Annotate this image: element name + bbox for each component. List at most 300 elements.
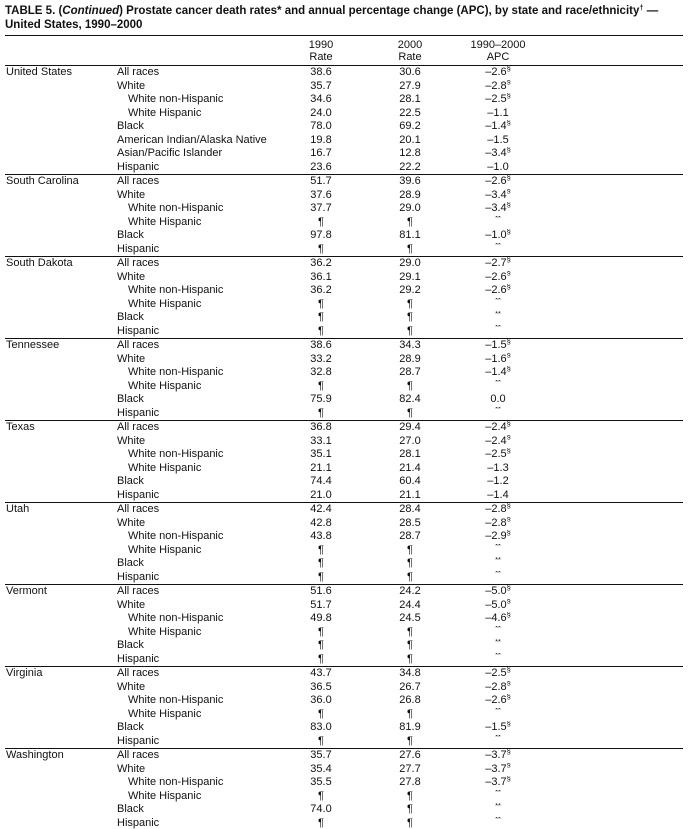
- table-header: [5, 36, 683, 66]
- header-rate-2000-label: Rate: [398, 51, 422, 63]
- race-cell: White Hispanic: [128, 789, 202, 802]
- table-row: [5, 517, 683, 531]
- table-row: [5, 93, 683, 107]
- apc-cell: [455, 475, 541, 489]
- header-rate-1990: [277, 36, 365, 66]
- header-rate-2000-year: 2000: [397, 39, 423, 51]
- filler-cell: [541, 147, 683, 161]
- filler-cell: [541, 134, 683, 148]
- apc-cell: [455, 803, 541, 817]
- state-cell: [5, 803, 115, 817]
- filler-cell: [541, 790, 683, 804]
- apc-cell: [455, 694, 541, 708]
- filler-cell: [541, 489, 683, 503]
- apc-footnote-mark: §: [506, 530, 511, 537]
- filler-cell: [541, 393, 683, 407]
- rate-2000-cell: 24.2: [399, 585, 421, 597]
- table-row: [5, 325, 683, 339]
- table-row: [5, 557, 683, 571]
- filler-cell: [541, 612, 683, 626]
- apc-footnote-mark: §: [506, 434, 511, 442]
- apc-value: –1.6: [485, 352, 507, 365]
- filler-cell: [541, 175, 683, 189]
- rate-1990-cell: ¶: [318, 816, 324, 829]
- apc-value: –3.7: [485, 749, 507, 761]
- filler-cell: [541, 353, 683, 367]
- filler-cell: [541, 503, 683, 517]
- rate-1990-cell: 36.0: [310, 694, 332, 706]
- state-cell: [5, 694, 115, 708]
- title-text-1: TABLE 5. (: [5, 5, 63, 17]
- rate-2000-cell: 39.6: [399, 175, 421, 187]
- race-cell: White: [117, 352, 146, 365]
- race-cell: Hispanic: [117, 324, 160, 337]
- filler-cell: [541, 776, 683, 790]
- state-cell: [5, 107, 115, 121]
- filler-cell: [541, 448, 683, 462]
- rate-1990-cell: ¶: [318, 379, 324, 392]
- table-row: [5, 489, 683, 503]
- apc-value: –1.1: [487, 106, 509, 119]
- rate-1990-cell: ¶: [318, 543, 324, 556]
- state-cell: [5, 284, 115, 298]
- state-cell: [5, 80, 115, 94]
- apc-cell: [455, 489, 541, 503]
- apc-cell: [455, 107, 541, 121]
- apc-footnote-mark: **: [495, 311, 501, 318]
- table-row: [5, 366, 683, 380]
- rate-1990-cell: ¶: [318, 215, 324, 228]
- apc-value: –2.8: [485, 503, 507, 515]
- apc-footnote-mark: §: [506, 65, 511, 73]
- state-cell: [5, 721, 115, 735]
- rate-2000-cell: 29.2: [399, 284, 421, 296]
- race-cell: All races: [117, 667, 160, 679]
- apc-cell: [455, 229, 541, 243]
- race-cell: White: [117, 188, 146, 201]
- filler-cell: [541, 735, 683, 749]
- rate-2000-cell: ¶: [407, 379, 413, 392]
- state-cell: [5, 120, 115, 134]
- race-cell: All races: [117, 749, 160, 761]
- apc-footnote-mark: §: [506, 120, 511, 127]
- apc-footnote-mark: **: [495, 297, 501, 305]
- rate-2000-cell: 21.1: [399, 488, 421, 501]
- apc-footnote-mark: §: [506, 202, 511, 209]
- rate-1990-cell: 38.6: [310, 66, 332, 78]
- apc-value: –2.9: [485, 530, 507, 542]
- rate-2000-cell: 27.0: [399, 434, 421, 447]
- race-cell: White: [117, 516, 146, 529]
- table-row: [5, 161, 683, 175]
- table-row: [5, 475, 683, 489]
- race-cell: White Hispanic: [128, 625, 202, 638]
- apc-cell: [455, 353, 541, 367]
- rate-2000-cell: ¶: [407, 406, 413, 419]
- table-row: [5, 147, 683, 161]
- rate-1990-cell: 35.1: [310, 448, 332, 460]
- rate-2000-cell: 28.7: [399, 530, 421, 542]
- state-cell: [5, 790, 115, 804]
- apc-footnote-mark: §: [506, 188, 511, 196]
- table-title: [5, 4, 683, 32]
- apc-value: –2.5: [485, 93, 507, 105]
- filler-cell: [541, 803, 683, 817]
- rate-1990-cell: 37.7: [310, 202, 332, 214]
- apc-footnote-mark: **: [495, 215, 501, 223]
- race-cell: Black: [117, 120, 144, 132]
- rate-2000-cell: 28.4: [399, 503, 421, 515]
- apc-value: –2.8: [485, 516, 507, 529]
- state-cell: [5, 639, 115, 653]
- state-cell: [5, 229, 115, 243]
- rate-1990-cell: 34.6: [310, 93, 332, 105]
- race-cell: All races: [117, 503, 160, 515]
- filler-cell: [541, 202, 683, 216]
- rate-1990-cell: 21.0: [310, 488, 332, 501]
- rate-2000-cell: 26.8: [399, 694, 421, 706]
- rate-1990-cell: ¶: [318, 242, 324, 255]
- apc-footnote-mark: §: [506, 762, 511, 770]
- apc-footnote-mark: §: [506, 584, 511, 592]
- apc-cell: [455, 721, 541, 735]
- filler-cell: [541, 694, 683, 708]
- filler-cell: [541, 339, 683, 353]
- apc-footnote-mark: **: [495, 803, 501, 810]
- state-cell: [5, 612, 115, 626]
- table-row: [5, 202, 683, 216]
- apc-value: –1.5: [485, 721, 507, 733]
- state-group-vermont: [5, 585, 683, 667]
- filler-cell: [541, 257, 683, 271]
- rate-1990-cell: 42.8: [310, 516, 332, 529]
- rate-1990-cell: 83.0: [310, 721, 332, 733]
- filler-cell: [541, 749, 683, 763]
- rate-1990-cell: 32.8: [310, 366, 332, 378]
- state-cell: [5, 202, 115, 216]
- table-row: [5, 298, 683, 312]
- apc-cell: [455, 557, 541, 571]
- filler-cell: [541, 599, 683, 613]
- table-row: [5, 708, 683, 722]
- table-row: [5, 462, 683, 476]
- rates-table: [5, 35, 683, 829]
- rate-2000-cell: 27.9: [399, 79, 421, 92]
- rate-2000-cell: 28.1: [399, 93, 421, 105]
- race-cell: White: [117, 79, 146, 92]
- rate-2000-cell: 34.8: [399, 667, 421, 679]
- apc-value: –2.8: [485, 79, 507, 92]
- filler-cell: [541, 557, 683, 571]
- title-continued-label: Continued: [62, 5, 120, 17]
- header-race-col: [115, 36, 277, 66]
- apc-footnote-mark: **: [495, 789, 501, 797]
- table-row: [5, 571, 683, 585]
- rate-1990-cell: ¶: [318, 570, 324, 583]
- apc-value: –1.5: [487, 133, 509, 146]
- rate-1990-cell: ¶: [318, 734, 324, 747]
- race-cell: All races: [117, 257, 160, 269]
- rate-1990-cell: 35.7: [310, 79, 332, 92]
- race-cell: White: [117, 434, 146, 447]
- apc-value: –2.6: [485, 270, 507, 283]
- race-cell: White Hispanic: [128, 461, 202, 474]
- rate-2000-cell: 22.5: [399, 106, 421, 119]
- filler-cell: [541, 271, 683, 285]
- rate-2000-cell: 29.4: [399, 421, 421, 433]
- rate-2000-cell: 27.6: [399, 749, 421, 761]
- filler-cell: [541, 298, 683, 312]
- rate-2000-cell: 24.4: [399, 598, 421, 611]
- apc-cell: [455, 790, 541, 804]
- race-cell: White non-Hispanic: [128, 776, 224, 788]
- state-cell: Washington: [6, 749, 64, 761]
- apc-cell: [455, 626, 541, 640]
- rate-1990-cell: ¶: [318, 311, 324, 323]
- rate-2000-cell: ¶: [407, 557, 413, 569]
- rate-2000-cell: ¶: [407, 311, 413, 323]
- rate-1990-cell: ¶: [318, 406, 324, 419]
- filler-cell: [541, 311, 683, 325]
- apc-cell: [455, 448, 541, 462]
- header-row: [5, 36, 683, 66]
- table-row: [5, 803, 683, 817]
- apc-cell: [455, 80, 541, 94]
- apc-footnote-mark: **: [495, 639, 501, 646]
- filler-cell: [541, 721, 683, 735]
- rate-1990-cell: ¶: [318, 652, 324, 665]
- apc-cell: [455, 571, 541, 585]
- state-cell: Vermont: [6, 585, 47, 597]
- apc-cell: [455, 93, 541, 107]
- apc-cell: [455, 271, 541, 285]
- table-row: [5, 66, 683, 80]
- table-row: [5, 107, 683, 121]
- race-cell: Hispanic: [117, 570, 160, 583]
- table-row: [5, 612, 683, 626]
- rate-1990-cell: ¶: [318, 707, 324, 720]
- apc-value: –3.4: [485, 202, 507, 214]
- apc-cell: [455, 284, 541, 298]
- apc-value: –2.8: [485, 680, 507, 693]
- apc-cell: [455, 298, 541, 312]
- rate-1990-cell: 16.7: [310, 147, 332, 159]
- rate-2000-cell: 21.4: [399, 461, 421, 474]
- apc-value: –3.7: [485, 776, 507, 788]
- apc-cell: [455, 339, 541, 353]
- race-cell: Hispanic: [117, 816, 160, 829]
- apc-footnote-mark: §: [506, 79, 511, 87]
- state-cell: [5, 557, 115, 571]
- apc-cell: [455, 66, 541, 80]
- table-row: [5, 407, 683, 421]
- race-cell: American Indian/Alaska Native: [117, 133, 267, 146]
- state-cell: Utah: [6, 503, 30, 515]
- filler-cell: [541, 585, 683, 599]
- apc-cell: [455, 530, 541, 544]
- race-cell: All races: [117, 66, 160, 78]
- table-row: [5, 721, 683, 735]
- apc-value: –2.5: [485, 667, 507, 679]
- rate-1990-cell: 35.7: [310, 749, 332, 761]
- header-apc-label: APC: [486, 51, 510, 63]
- state-group-united-states: [5, 66, 683, 175]
- race-cell: White Hispanic: [128, 297, 202, 310]
- table-row: [5, 599, 683, 613]
- table-row: [5, 503, 683, 517]
- rate-2000-cell: 27.8: [399, 776, 421, 788]
- state-cell: [5, 189, 115, 203]
- filler-cell: [541, 366, 683, 380]
- apc-value: –2.6: [485, 66, 507, 78]
- header-apc: [455, 36, 541, 66]
- rate-2000-cell: 30.6: [399, 66, 421, 78]
- rate-2000-cell: 28.1: [399, 448, 421, 460]
- rate-2000-cell: 29.1: [399, 270, 421, 283]
- apc-footnote-mark: **: [495, 324, 501, 332]
- rate-1990-cell: 38.6: [310, 339, 332, 351]
- apc-footnote-mark: §: [506, 748, 511, 756]
- apc-footnote-mark: §: [506, 680, 511, 688]
- apc-cell: [455, 653, 541, 667]
- apc-footnote-mark: §: [506, 284, 511, 291]
- apc-value: –1.2: [487, 475, 509, 487]
- race-cell: All races: [117, 339, 160, 351]
- rate-1990-cell: 43.8: [310, 530, 332, 542]
- rate-2000-cell: ¶: [407, 242, 413, 255]
- rate-1990-cell: 74.4: [310, 475, 332, 487]
- filler-cell: [541, 653, 683, 667]
- race-cell: White non-Hispanic: [128, 530, 224, 542]
- filler-cell: [541, 475, 683, 489]
- table-row: [5, 790, 683, 804]
- filler-cell: [541, 462, 683, 476]
- filler-cell: [541, 161, 683, 175]
- table-row: [5, 626, 683, 640]
- filler-cell: [541, 80, 683, 94]
- header-rate-2000: [365, 36, 455, 66]
- apc-footnote-mark: §: [506, 666, 511, 674]
- apc-value: –2.6: [485, 694, 507, 706]
- rate-1990-cell: 33.2: [310, 352, 332, 365]
- table-row: [5, 380, 683, 394]
- state-group-south-dakota: [5, 257, 683, 339]
- rate-1990-cell: 74.0: [310, 803, 332, 815]
- state-cell: [5, 243, 115, 257]
- table-row: [5, 229, 683, 243]
- rate-2000-cell: ¶: [407, 734, 413, 747]
- apc-value: –1.4: [485, 366, 507, 378]
- state-cell: [5, 325, 115, 339]
- apc-footnote-mark: **: [495, 557, 501, 564]
- apc-footnote-mark: §: [506, 256, 511, 264]
- filler-cell: [541, 189, 683, 203]
- apc-cell: [455, 380, 541, 394]
- filler-cell: [541, 216, 683, 230]
- rate-2000-cell: 28.9: [399, 188, 421, 201]
- apc-value: –2.7: [485, 257, 507, 269]
- apc-cell: [455, 134, 541, 148]
- rate-2000-cell: 24.5: [399, 612, 421, 624]
- rate-2000-cell: ¶: [407, 639, 413, 651]
- apc-cell: [455, 147, 541, 161]
- state-cell: [5, 776, 115, 790]
- apc-cell: [455, 612, 541, 626]
- header-apc-range: 1990–2000: [470, 39, 526, 51]
- apc-footnote-mark: §: [506, 338, 511, 346]
- rate-2000-cell: ¶: [407, 625, 413, 638]
- state-cell: [5, 380, 115, 394]
- table-row: [5, 243, 683, 257]
- race-cell: Black: [117, 557, 144, 569]
- state-cell: [5, 298, 115, 312]
- rate-1990-cell: 97.8: [310, 229, 332, 241]
- apc-cell: [455, 216, 541, 230]
- apc-footnote-mark: §: [506, 776, 511, 783]
- state-cell: [5, 817, 115, 829]
- apc-footnote-mark: §: [506, 448, 511, 455]
- rate-2000-cell: ¶: [407, 297, 413, 310]
- state-cell: [5, 271, 115, 285]
- state-cell: [5, 134, 115, 148]
- state-cell: [5, 544, 115, 558]
- state-cell: [5, 571, 115, 585]
- apc-cell: [455, 817, 541, 829]
- race-cell: Hispanic: [117, 488, 160, 501]
- state-cell: [5, 681, 115, 695]
- apc-footnote-mark: §: [506, 516, 511, 524]
- rate-2000-cell: ¶: [407, 570, 413, 583]
- apc-footnote-mark: **: [495, 816, 501, 824]
- race-cell: All races: [117, 175, 160, 187]
- race-cell: White: [117, 680, 146, 693]
- rate-2000-cell: 12.8: [399, 147, 421, 159]
- rate-1990-cell: 36.1: [310, 270, 332, 283]
- rate-2000-cell: ¶: [407, 707, 413, 720]
- table-row: [5, 393, 683, 407]
- race-cell: Hispanic: [117, 734, 160, 747]
- state-cell: [5, 93, 115, 107]
- table-row: [5, 763, 683, 777]
- table-row: [5, 749, 683, 763]
- filler-cell: [541, 325, 683, 339]
- apc-footnote-mark: §: [506, 229, 511, 236]
- filler-cell: [541, 571, 683, 585]
- state-cell: [5, 311, 115, 325]
- rate-2000-cell: 29.0: [399, 202, 421, 214]
- filler-cell: [541, 639, 683, 653]
- filler-cell: [541, 421, 683, 435]
- rate-2000-cell: ¶: [407, 803, 413, 815]
- race-cell: Hispanic: [117, 652, 160, 665]
- table-row: [5, 667, 683, 681]
- state-cell: Texas: [6, 421, 35, 433]
- apc-value: –3.7: [485, 762, 507, 775]
- table-row: [5, 175, 683, 189]
- rate-2000-cell: ¶: [407, 789, 413, 802]
- table-row: [5, 653, 683, 667]
- state-cell: [5, 435, 115, 449]
- apc-footnote-mark: §: [506, 598, 511, 606]
- apc-footnote-mark: §: [506, 270, 511, 278]
- apc-footnote-mark: §: [506, 502, 511, 510]
- table-row: [5, 271, 683, 285]
- state-cell: [5, 161, 115, 175]
- table-row: [5, 817, 683, 829]
- race-cell: White: [117, 598, 146, 611]
- apc-value: –3.4: [485, 188, 507, 201]
- title-text-3: — United States, 1990–2000: [5, 5, 659, 31]
